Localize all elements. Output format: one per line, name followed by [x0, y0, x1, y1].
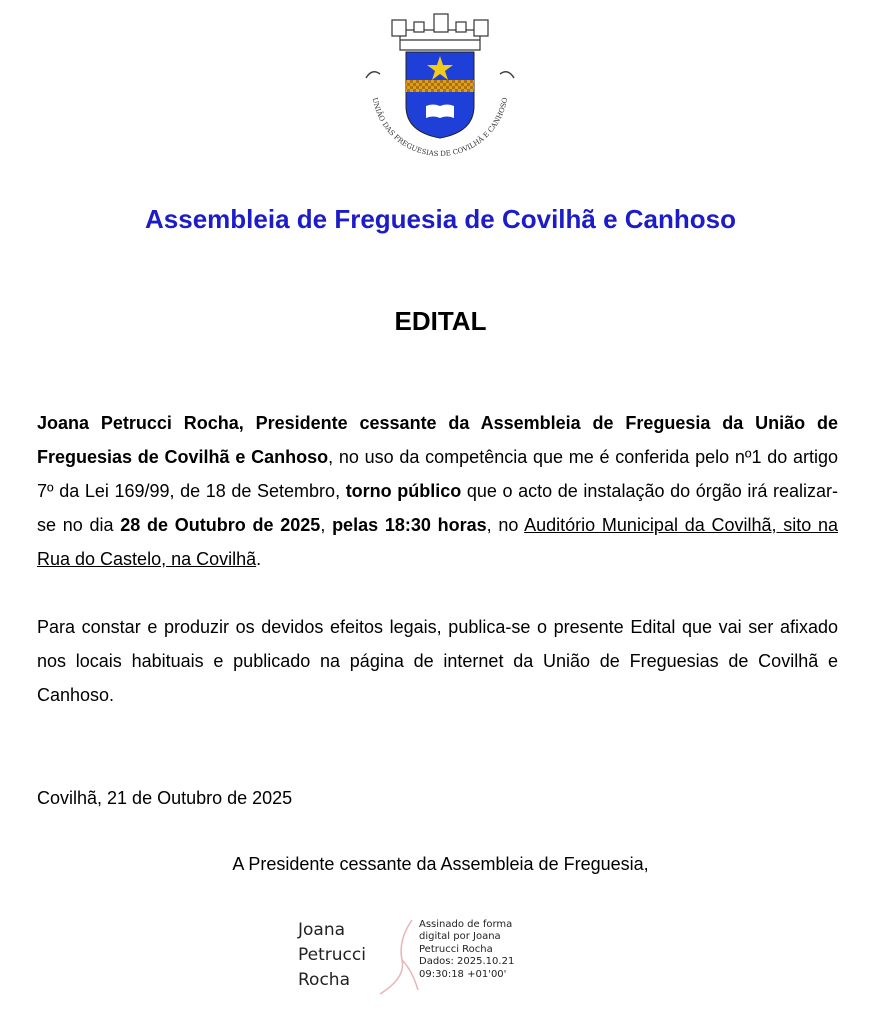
assembly-title: Assembleia de Freguesia de Covilhã e Canhoso — [145, 204, 736, 234]
paragraph-segment: , no uso da competência que me é conferida pelo nº1 do artigo 7º da Lei 169/99, de 18 de Setembro, — [37, 447, 838, 501]
signature-name-line: Petrucci — [298, 945, 366, 965]
digital-signature-icon — [372, 916, 422, 998]
venue-text: Auditório Municipal da Covilhã, sito na Rua do Castelo, na Covilhã — [37, 515, 839, 569]
signature-name-line: Joana — [298, 920, 346, 940]
paragraph-segment: Joana Petrucci Rocha, Presidente cessante da Assembleia de Freguesia da União de Freguesias de Covilhã e Canhoso — [37, 413, 838, 467]
signature-info-line: Assinado de forma — [419, 919, 513, 930]
coat-of-arms-logo — [362, 8, 518, 164]
paragraph-segment: , — [320, 515, 333, 535]
paragraph-segment: . — [256, 549, 262, 569]
paragraph-segment: , no — [486, 515, 525, 535]
signature-name-line: Rocha — [298, 970, 350, 990]
body-paragraph-2: Para constar e produzir os devidos efeitos legais, publica-se o presente Edital que vai ser afixado nos locais habituais e publicado na página de internet da União de Freguesias de Covilhã e Canhoso. — [37, 617, 838, 705]
paragraph-segment: pelas 18:30 horas — [332, 515, 487, 535]
closing-line: A Presidente cessante da Assembleia de Freguesia, — [232, 854, 649, 874]
digital-signature-info — [419, 919, 514, 981]
logo-motto: UNIÃO DAS FREGUESIAS DE COVILHÃ E CANHOSO — [370, 96, 510, 159]
signature-info-line: Dados: 2025.10.21 — [419, 956, 515, 968]
paragraph-segment: que o acto de instalação do órgão irá realizar-se no dia — [37, 481, 838, 535]
document-title: EDITAL — [394, 306, 487, 336]
body-paragraph-1 — [37, 406, 838, 576]
place-and-date: Covilhã, 21 de Outubro de 2025 — [37, 788, 293, 808]
signature-info-line: Petrucci Rocha — [419, 943, 493, 955]
paragraph-segment: 28 de Outubro de 2025 — [120, 515, 321, 535]
signature-info-line: digital por Joana — [419, 931, 501, 943]
signature-info-line: 09:30:18 +01'00' — [419, 968, 507, 980]
paragraph-segment: torno público — [345, 481, 462, 501]
signature-name — [298, 918, 366, 993]
